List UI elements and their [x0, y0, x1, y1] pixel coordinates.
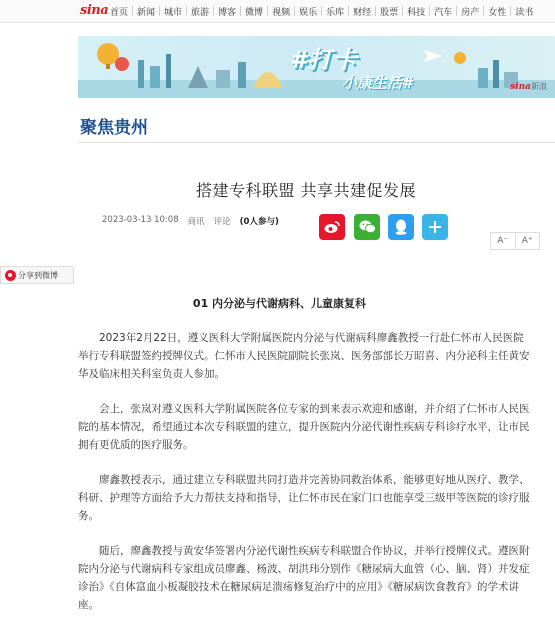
banner-brand	[510, 81, 547, 92]
article-title: 搭建专科联盟 共享共建促发展	[195, 181, 417, 200]
wechat-icon	[359, 220, 376, 234]
share-qq-button[interactable]	[388, 214, 414, 240]
article-meta	[102, 215, 279, 227]
banner-title: #打卡	[290, 46, 358, 74]
banner-brand-suffix: 新浪	[531, 82, 547, 91]
article-paragraph: 会上，张岚对遵义医科大学附属医院各位专家的到来表示欢迎和感谢，并介绍了仁怀市人民医院的基本情况，希望通过本次专科联盟的建立，提升医院内分泌代谢性疾病专科诊疗水平，让市民拥有更优质的医疗服务。	[78, 403, 530, 451]
comment-count[interactable]: (0人参与)	[239, 217, 279, 227]
nav-link[interactable]: 娱乐	[299, 7, 318, 18]
comment-label: 评论	[213, 217, 231, 227]
nav-link[interactable]: 城市	[164, 7, 183, 18]
article-paragraph: 廖鑫教授表示，通过建立专科联盟共同打造并完善协同救治体系，能够更好地从医疗、教学、科研、护理等方面给予大力帮扶支持和指导，让仁怀市民在家门口也能享受三级甲等医院的诊疗服务。	[78, 474, 530, 522]
share-wechat-button[interactable]	[354, 214, 380, 240]
nav-link[interactable]: 科技	[407, 7, 426, 18]
qq-icon	[394, 219, 408, 235]
nav-link[interactable]: 旅游	[191, 7, 210, 18]
article-paragraph: 随后，廖鑫教授与黄安华签署内分泌代谢性疾病专科联盟合作协议，并举行授牌仪式。遵医附院内分泌与代谢病科专家组成员廖鑫、杨波、胡洪玮分别作《糖尿病大血管（心、脑、肾）并发症诊治》《自体富血小板凝胶技术在糖尿病足溃疡修复治疗中的应用》《糖尿病饮食教育》的学术讲座。	[78, 545, 530, 611]
nav-link[interactable]: 视频	[272, 7, 291, 18]
nav-link[interactable]: 博客	[218, 7, 237, 18]
nav-link[interactable]: 女性	[488, 7, 507, 18]
nav-link[interactable]: 股票	[380, 7, 399, 18]
nav-link[interactable]: 读书	[515, 7, 534, 18]
nav-link[interactable]: 乐库	[326, 7, 345, 18]
article-source[interactable]: 商讯	[187, 217, 205, 227]
font-increase-button[interactable]: A⁺	[515, 233, 540, 249]
font-decrease-button[interactable]: A⁻	[497, 236, 509, 246]
share-to-weibo-label: 分享到微博	[18, 270, 58, 280]
share-weibo-button[interactable]	[319, 214, 345, 240]
article-date: 2023-03-13 10:08	[102, 215, 179, 225]
nav-link[interactable]: 首页	[110, 7, 129, 18]
article-paragraph: 2023年2月22日，遵义医科大学附属医院内分泌与代谢病科廖鑫教授一行赴仁怀市人民医院举行专科联盟签约授牌仪式。仁怀市人民医院副院长张岚、医务部部长万昭喜、内分泌科主任黄安华及临床相关科室负责人参加。	[78, 332, 530, 380]
article-subheading: 01 内分泌与代谢病科、儿童康复科	[192, 297, 367, 310]
font-size-control	[490, 232, 540, 250]
plus-icon	[428, 220, 442, 234]
promo-banner[interactable]	[78, 36, 555, 98]
divider	[78, 142, 555, 143]
top-nav	[0, 0, 555, 23]
comment-link[interactable]	[214, 215, 231, 227]
nav-link[interactable]: 汽车	[434, 7, 453, 18]
share-to-weibo-button[interactable]	[0, 266, 74, 284]
section-title[interactable]: 聚焦贵州	[80, 118, 148, 138]
sina-logo[interactable]: sina	[80, 3, 109, 18]
nav-link[interactable]: 财经	[353, 7, 372, 18]
weibo-icon	[5, 270, 16, 281]
weibo-icon	[324, 220, 340, 234]
nav-link[interactable]: 新闻	[137, 7, 156, 18]
banner-subtitle: 小康生活#	[342, 74, 413, 92]
nav-link[interactable]: 房产	[461, 7, 480, 18]
nav-link[interactable]: 微博	[245, 7, 264, 18]
banner-brand-logo: sina	[510, 82, 531, 92]
share-more-button[interactable]	[422, 214, 448, 240]
nav-links	[106, 0, 537, 22]
